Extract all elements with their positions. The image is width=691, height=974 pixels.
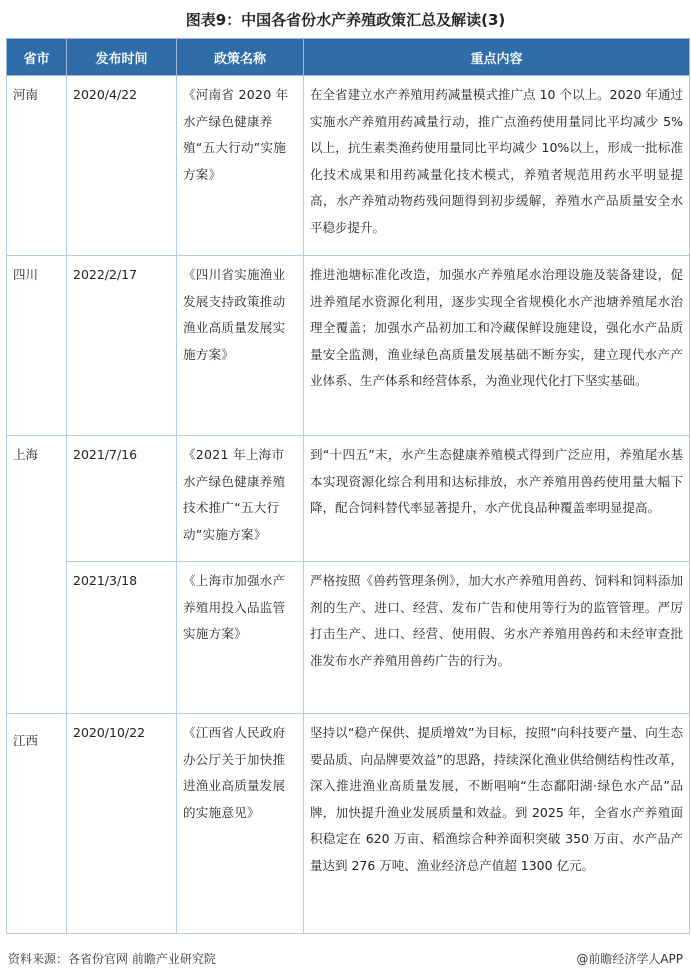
province-cell: 上海 [7, 436, 67, 714]
date-cell: 2020/4/22 [67, 76, 177, 256]
credit-note: @前瞻经济学人APP [576, 952, 683, 966]
province-cell: 四川 [7, 256, 67, 436]
date-cell: 2021/7/16 [67, 436, 177, 562]
content-cell: 坚持以“稳产保供、提质增效”为目标，按照“向科技要产量、向生态要品质、向品牌要效益”的思路，持续深化渔业供给侧结构性改革，深入推进渔业高质量发展，不断唱响“生态鄱阳湖·绿色水产品”品牌，加快提升渔业发展质量和效益。到 2025 年，全省水产养殖面积稳定在 620 万亩、稻渔综合种养面积突破 350 万亩、水产品产量达到 276 万吨、渔业经济总产值超 1300 亿元。 [304, 714, 690, 934]
source-note: 资料来源：各省份官网 前瞻产业研究院 [8, 952, 216, 966]
policy-name-cell: 《河南省 2020 年水产绿色健康养殖“五大行动”实施方案》 [177, 76, 304, 256]
date-cell: 2020/10/22 [67, 714, 177, 934]
date-cell: 2022/2/17 [67, 256, 177, 436]
table-row [7, 256, 690, 436]
header-content: 重点内容 [304, 39, 690, 76]
policy-name-cell: 《四川省实施渔业发展支持政策推动渔业高质量发展实施方案》 [177, 256, 304, 436]
content-cell: 到“十四五”末，水产生态健康养殖模式得到广泛应用，养殖尾水基本实现资源化综合利用和达标排放，水产养殖用兽药使用量大幅下降，配合饲料替代率显著提升，水产优良品种覆盖率明显提高。 [304, 436, 690, 562]
figure-title: 图表9：中国各省份水产养殖政策汇总及解读(3) [185, 11, 506, 29]
header-policy: 政策名称 [177, 39, 304, 76]
date-cell: 2021/3/18 [67, 562, 177, 714]
table-row [7, 562, 690, 714]
content-cell: 在全省建立水产养殖用药减量模式推广点 10 个以上。2020 年通过实施水产养殖用药减量行动，推广点渔药使用量同比平均减少 5%以上，抗生素类渔药使用量同比平均减少 10%以上，形成一批标准化技术成果和用药减量化技术模式，养殖者规范用药水平明显提高，水产养殖动物药残问题得到初步缓解，养殖水产品质量安全水平稳步提升。 [304, 76, 690, 256]
content-cell: 严格按照《兽药管理条例》，加大水产养殖用兽药、饲料和饲料添加剂的生产、进口、经营、发布广告和使用等行为的监管管理。严厉打击生产、进口、经营、使用假、劣水产养殖用兽药和未经审查批准发布水产养殖用兽药广告的行为。 [304, 562, 690, 714]
policy-name-cell: 《江西省人民政府办公厅关于加快推进渔业高质量发展的实施意见》 [177, 714, 304, 934]
content-cell: 推进池塘标准化改造，加强水产养殖尾水治理设施及装备建设，促进养殖尾水资源化利用，逐步实现全省规模化水产池塘养殖尾水治理全覆盖；加强水产品初加工和冷藏保鲜设施建设，强化水产品质量安全监测，渔业绿色高质量发展基础不断夯实，建立现代水产产业体系、生产体系和经营体系，为渔业现代化打下坚实基础。 [304, 256, 690, 436]
province-cell: 河南 [7, 76, 67, 256]
policy-name-cell: 《2021 年上海市水产绿色健康养殖技术推广“五大行动”实施方案》 [177, 436, 304, 562]
policy-name-cell: 《上海市加强水产养殖用投入品监管实施方案》 [177, 562, 304, 714]
header-province: 省市 [7, 39, 67, 76]
table-row [7, 436, 690, 562]
policy-table [6, 38, 690, 934]
province-cell: 江西 [7, 714, 67, 934]
table-header-row [7, 39, 690, 76]
table-row [7, 714, 690, 934]
table-row [7, 76, 690, 256]
header-date: 发布时间 [67, 39, 177, 76]
